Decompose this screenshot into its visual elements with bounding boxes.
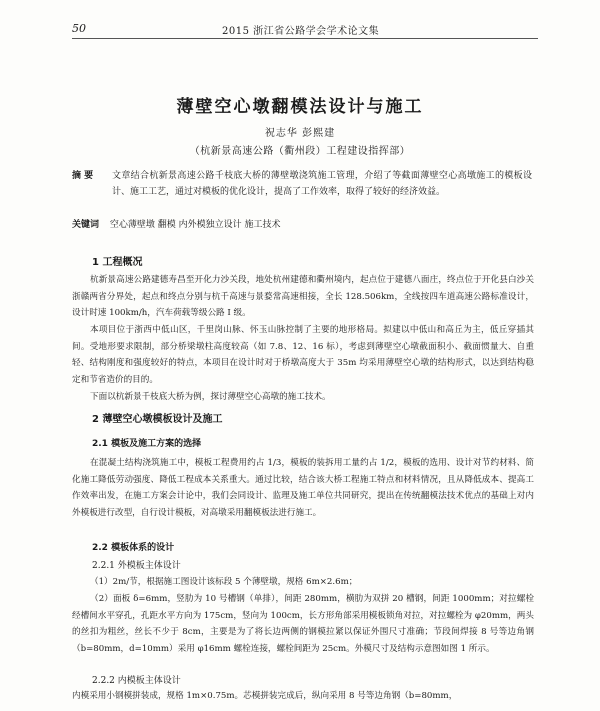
section-2-2-1-item-2: （2）面板 δ=6mm，竖肋为 10 号槽钢（单排），间距 280mm，横肋为双拼 20 槽钢，间距 1000mm；对拉螺栓经槽间水平穿孔，孔距水平方向为 175cm，竖向为 100cm，长方形角部采用模板锁角对拉，对拉螺栓为 φ20mm，两头的丝扣为粗丝，丝长不少于 8cm，主要是为了将长边两侧的钢模拉紧以保证外围尺寸准确；节段间焊接 8 号等边角钢（b=80mm，d=10mm）采用 φ16mm 螺栓连接，螺栓间距为 25cm。外模尺寸及结构示意图如图 1 所示。 xyxy=(72,594,534,654)
section-2-1-paragraph: 在混凝土结构浇筑施工中，模板工程费用约占 1/3，模板的装拆用工量约占 1/2，模板的选用、设计对节约材料、简化施工降低劳动强度、降低工程成本关系重大。通过比较，结合该大桥工程施工特点和材料情况，且从降低成本、提高工作效率出发，在施工方案会计论中，我们会同设计、监理及施工单位共同研究，提出在传统翻模法技术优点的基础上对内外模板进行改型，自行设计模板，对高墩采用翻模板法进行施工。 xyxy=(72,458,534,518)
abstract-text: 文章结合杭新景高速公路千枝底大桥的薄壁墩浇筑施工管理，介绍了等截面薄壁空心高墩施工的模板设计、施工工艺，通过对模板的优化设计，提高了工作效率，取得了较好的经济效益。 xyxy=(112,171,532,197)
running-header xyxy=(72,22,538,39)
section-2-2-2-paragraph: 内模采用小钢模拼装成，规格 1m×0.75m。芯模拼装完成后，纵向采用 8 号等边角钢（b=80mm， xyxy=(72,691,458,701)
section-2-title: 2 薄壁空心墩模板设计及施工 xyxy=(92,414,223,425)
authors: 祝志华 彭熙建 xyxy=(264,128,336,139)
affiliation: （杭新景高速公路（衢州段）工程建设指挥部） xyxy=(189,146,411,157)
keywords-text: 空心薄壁墩 翻模 内外模独立设计 施工技术 xyxy=(109,220,281,230)
section-2-2-1-title: 2.2.1 外模板主体设计 xyxy=(92,561,181,571)
abstract xyxy=(72,168,532,200)
section-1-paragraph-3: 下面以杭新景千枝底大桥为例，探讨薄壁空心高墩的施工技术。 xyxy=(90,392,331,402)
keywords xyxy=(72,217,532,233)
keywords-label: 关键词 xyxy=(72,220,100,230)
section-2-1-title: 2.1 模板及施工方案的选择 xyxy=(92,439,202,449)
section-1-paragraph-2: 本项目位于浙西中低山区，千里岗山脉、怀玉山脉控制了主要的地形格局。拟建以中低山和高丘为主，低丘穿插其间。受地形要求限制，部分桥梁墩柱高度较高（如 7.8、12、16 标），考虑到薄壁空心墩截面积小、截面惯量大、自重轻、结构刚度和强度较好的特点，本项目在设计时对于桥墩高度大于 35m 均采用薄壁空心墩的结构形式，以达到结构稳定和节省造价的目的。 xyxy=(72,325,534,385)
paper-title: 薄壁空心墩翻模法设计与施工 xyxy=(176,97,424,117)
section-1-paragraph-1: 杭新景高速公路建德寿昌至开化力沙关段，地处杭州建德和衢州境内，起点位于建德八面庄，终点位于开化县白沙关浙赣两省分界处，起点和终点分别与杭千高速与景婺常高速相接，全长 128.506km，全线按四车道高速公路标准设计，设计时速 100km/h，汽车荷载等级公路 I 级。 xyxy=(72,275,534,318)
page-number: 50 xyxy=(72,22,86,35)
section-2-2-1-item-1: （1）2m/节，根据施工图设计该标段 5 个薄壁墩，规格 6m×2.6m； xyxy=(90,577,358,587)
abstract-label: 摘 要 xyxy=(72,171,94,181)
section-2-2-2-title: 2.2.2 内模板主体设计 xyxy=(92,676,181,686)
section-1-title: 1 工程概况 xyxy=(92,257,143,268)
section-2-2-title: 2.2 模板体系的设计 xyxy=(92,543,175,553)
journal-title: 2015 浙江省公路学会学术论文集 xyxy=(222,26,380,37)
